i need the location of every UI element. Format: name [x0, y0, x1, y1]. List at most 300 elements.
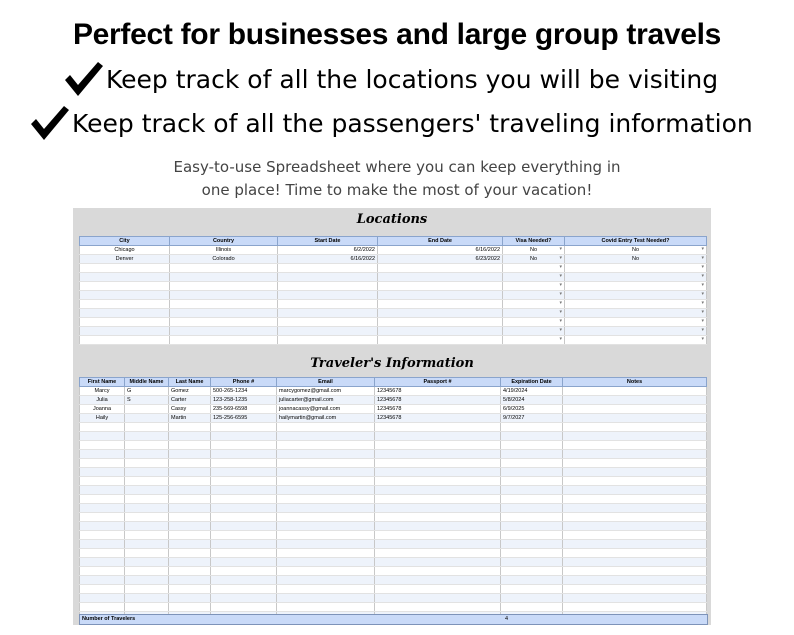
table-cell[interactable]	[563, 522, 707, 531]
visa-dropdown[interactable]	[503, 327, 565, 336]
covid-test-dropdown[interactable]	[565, 336, 707, 345]
table-cell[interactable]: juliacarter@gmail.com	[277, 396, 375, 405]
table-cell[interactable]: Colorado	[170, 255, 278, 264]
column-header[interactable]: Last Name	[169, 378, 211, 387]
table-cell[interactable]	[125, 522, 169, 531]
table-cell[interactable]	[170, 300, 278, 309]
table-cell[interactable]	[563, 594, 707, 603]
table-cell[interactable]	[169, 513, 211, 522]
table-cell[interactable]	[501, 441, 563, 450]
table-cell[interactable]	[378, 318, 503, 327]
table-cell[interactable]: 6/16/2022	[378, 246, 503, 255]
table-cell[interactable]	[277, 522, 375, 531]
table-cell[interactable]: Julia	[80, 396, 125, 405]
dropdown-arrow-icon[interactable]: ▾	[559, 318, 562, 324]
table-cell[interactable]	[125, 531, 169, 540]
table-cell[interactable]	[211, 558, 277, 567]
table-cell[interactable]	[125, 585, 169, 594]
table-cell[interactable]	[211, 468, 277, 477]
table-cell[interactable]	[278, 273, 378, 282]
table-cell[interactable]	[170, 327, 278, 336]
table-cell[interactable]	[277, 441, 375, 450]
dropdown-arrow-icon[interactable]: ▾	[701, 291, 704, 297]
table-cell[interactable]	[80, 264, 170, 273]
table-cell[interactable]	[125, 486, 169, 495]
table-cell[interactable]	[80, 291, 170, 300]
table-cell[interactable]	[277, 594, 375, 603]
table-cell[interactable]	[375, 585, 501, 594]
table-cell[interactable]	[278, 291, 378, 300]
table-cell[interactable]	[375, 468, 501, 477]
table-cell[interactable]	[125, 603, 169, 612]
table-cell[interactable]	[80, 576, 125, 585]
column-header[interactable]: End Date	[378, 237, 503, 246]
table-cell[interactable]	[563, 387, 707, 396]
column-header[interactable]: Notes	[563, 378, 707, 387]
table-cell[interactable]	[277, 576, 375, 585]
table-cell[interactable]	[169, 477, 211, 486]
table-cell[interactable]	[563, 576, 707, 585]
covid-test-dropdown[interactable]	[565, 291, 707, 300]
column-header[interactable]: City	[80, 237, 170, 246]
dropdown-arrow-icon[interactable]: ▾	[559, 291, 562, 297]
table-cell[interactable]	[277, 468, 375, 477]
table-cell[interactable]	[277, 459, 375, 468]
visa-dropdown[interactable]	[503, 300, 565, 309]
table-cell[interactable]	[169, 495, 211, 504]
table-cell[interactable]	[169, 423, 211, 432]
table-cell[interactable]: Haily	[80, 414, 125, 423]
visa-dropdown[interactable]	[503, 336, 565, 345]
table-cell[interactable]	[169, 558, 211, 567]
visa-dropdown[interactable]	[503, 273, 565, 282]
table-cell[interactable]	[277, 603, 375, 612]
table-cell[interactable]	[125, 594, 169, 603]
table-cell[interactable]	[563, 504, 707, 513]
table-cell[interactable]	[170, 282, 278, 291]
covid-test-dropdown[interactable]	[565, 318, 707, 327]
table-cell[interactable]	[563, 531, 707, 540]
table-cell[interactable]	[563, 459, 707, 468]
table-cell[interactable]	[501, 486, 563, 495]
table-cell[interactable]	[563, 558, 707, 567]
table-cell[interactable]	[375, 594, 501, 603]
table-cell[interactable]	[211, 495, 277, 504]
table-cell[interactable]	[375, 531, 501, 540]
table-cell[interactable]	[80, 300, 170, 309]
table-cell[interactable]: 5/8/2024	[501, 396, 563, 405]
table-cell[interactable]: 12345678	[375, 387, 501, 396]
table-cell[interactable]	[211, 531, 277, 540]
table-cell[interactable]	[169, 459, 211, 468]
dropdown-arrow-icon[interactable]: ▾	[701, 336, 704, 342]
table-cell[interactable]: Joanna	[80, 405, 125, 414]
table-cell[interactable]	[80, 594, 125, 603]
table-cell[interactable]	[80, 558, 125, 567]
table-cell[interactable]	[563, 549, 707, 558]
table-cell[interactable]	[378, 291, 503, 300]
table-cell[interactable]	[501, 558, 563, 567]
table-cell[interactable]	[501, 513, 563, 522]
table-cell[interactable]	[125, 576, 169, 585]
table-cell[interactable]	[80, 309, 170, 318]
table-cell[interactable]	[278, 264, 378, 273]
table-cell[interactable]	[80, 585, 125, 594]
table-cell[interactable]	[375, 441, 501, 450]
table-cell[interactable]: Carter	[169, 396, 211, 405]
table-cell[interactable]: 12345678	[375, 414, 501, 423]
table-cell[interactable]	[169, 594, 211, 603]
table-cell[interactable]	[563, 396, 707, 405]
dropdown-arrow-icon[interactable]: ▾	[559, 336, 562, 342]
table-cell[interactable]	[80, 468, 125, 477]
table-cell[interactable]	[277, 558, 375, 567]
table-cell[interactable]	[501, 576, 563, 585]
table-cell[interactable]: hailymartin@gmail.com	[277, 414, 375, 423]
table-cell[interactable]	[375, 477, 501, 486]
table-cell[interactable]	[501, 594, 563, 603]
table-cell[interactable]: marcygomez@gmail.com	[277, 387, 375, 396]
table-cell[interactable]	[169, 468, 211, 477]
dropdown-arrow-icon[interactable]: ▾	[701, 300, 704, 306]
table-cell[interactable]: 9/7/2027	[501, 414, 563, 423]
table-cell[interactable]: 12345678	[375, 396, 501, 405]
table-cell[interactable]	[170, 291, 278, 300]
dropdown-arrow-icon[interactable]: ▾	[559, 246, 562, 252]
table-cell[interactable]	[169, 576, 211, 585]
table-cell[interactable]: Cassy	[169, 405, 211, 414]
table-cell[interactable]	[378, 300, 503, 309]
visa-dropdown[interactable]	[503, 282, 565, 291]
dropdown-arrow-icon[interactable]: ▾	[701, 255, 704, 261]
visa-dropdown[interactable]	[503, 255, 565, 264]
table-cell[interactable]	[125, 450, 169, 459]
dropdown-arrow-icon[interactable]: ▾	[559, 300, 562, 306]
table-cell[interactable]	[375, 459, 501, 468]
covid-test-dropdown[interactable]	[565, 282, 707, 291]
table-cell[interactable]	[277, 504, 375, 513]
table-cell[interactable]	[211, 450, 277, 459]
covid-test-dropdown[interactable]	[565, 255, 707, 264]
table-cell[interactable]	[563, 432, 707, 441]
table-cell[interactable]	[125, 432, 169, 441]
table-cell[interactable]	[170, 264, 278, 273]
table-cell[interactable]	[80, 504, 125, 513]
dropdown-arrow-icon[interactable]: ▾	[701, 273, 704, 279]
visa-dropdown[interactable]	[503, 309, 565, 318]
table-cell[interactable]	[80, 567, 125, 576]
table-cell[interactable]	[277, 540, 375, 549]
dropdown-arrow-icon[interactable]: ▾	[559, 255, 562, 261]
table-cell[interactable]	[211, 513, 277, 522]
table-cell[interactable]	[169, 531, 211, 540]
table-cell[interactable]	[563, 405, 707, 414]
table-cell[interactable]	[211, 576, 277, 585]
table-cell[interactable]	[277, 585, 375, 594]
table-cell[interactable]	[277, 495, 375, 504]
table-cell[interactable]	[169, 432, 211, 441]
table-cell[interactable]	[80, 318, 170, 327]
visa-dropdown[interactable]	[503, 318, 565, 327]
table-cell[interactable]	[80, 441, 125, 450]
dropdown-arrow-icon[interactable]: ▾	[701, 246, 704, 252]
dropdown-arrow-icon[interactable]: ▾	[559, 264, 562, 270]
table-cell[interactable]	[501, 504, 563, 513]
table-cell[interactable]	[125, 558, 169, 567]
table-cell[interactable]	[80, 432, 125, 441]
table-cell[interactable]	[211, 603, 277, 612]
table-cell[interactable]	[375, 558, 501, 567]
covid-test-dropdown[interactable]	[565, 246, 707, 255]
table-cell[interactable]	[169, 522, 211, 531]
table-cell[interactable]	[277, 549, 375, 558]
table-cell[interactable]	[80, 540, 125, 549]
table-cell[interactable]	[125, 513, 169, 522]
table-cell[interactable]	[125, 441, 169, 450]
visa-dropdown[interactable]	[503, 291, 565, 300]
column-header[interactable]: Phone #	[211, 378, 277, 387]
table-cell[interactable]	[501, 468, 563, 477]
table-cell[interactable]	[378, 282, 503, 291]
table-cell[interactable]	[211, 522, 277, 531]
table-cell[interactable]	[278, 327, 378, 336]
table-cell[interactable]	[169, 504, 211, 513]
table-cell[interactable]	[501, 531, 563, 540]
table-cell[interactable]	[211, 432, 277, 441]
table-cell[interactable]	[80, 549, 125, 558]
table-cell[interactable]: G	[125, 387, 169, 396]
column-header[interactable]: First Name	[80, 378, 125, 387]
dropdown-arrow-icon[interactable]: ▾	[559, 282, 562, 288]
table-cell[interactable]	[563, 477, 707, 486]
table-cell[interactable]	[80, 450, 125, 459]
table-cell[interactable]	[211, 540, 277, 549]
covid-test-dropdown[interactable]	[565, 327, 707, 336]
table-cell[interactable]	[501, 540, 563, 549]
table-cell[interactable]	[375, 522, 501, 531]
table-cell[interactable]	[375, 603, 501, 612]
table-cell[interactable]	[80, 459, 125, 468]
table-cell[interactable]	[375, 540, 501, 549]
table-cell[interactable]	[563, 540, 707, 549]
table-cell[interactable]	[277, 432, 375, 441]
table-cell[interactable]	[563, 468, 707, 477]
dropdown-arrow-icon[interactable]: ▾	[701, 309, 704, 315]
table-cell[interactable]: 123-258-1235	[211, 396, 277, 405]
dropdown-arrow-icon[interactable]: ▾	[701, 327, 704, 333]
table-cell[interactable]	[125, 549, 169, 558]
column-header[interactable]: Visa Needed?	[503, 237, 565, 246]
dropdown-arrow-icon[interactable]: ▾	[701, 282, 704, 288]
table-cell[interactable]	[170, 309, 278, 318]
table-cell[interactable]	[211, 585, 277, 594]
table-cell[interactable]	[211, 477, 277, 486]
table-cell[interactable]	[169, 567, 211, 576]
table-cell[interactable]	[80, 495, 125, 504]
table-cell[interactable]	[278, 336, 378, 345]
table-cell[interactable]	[375, 567, 501, 576]
table-cell[interactable]	[80, 531, 125, 540]
table-cell[interactable]	[501, 585, 563, 594]
table-cell[interactable]	[378, 264, 503, 273]
table-cell[interactable]	[501, 423, 563, 432]
table-cell[interactable]	[501, 477, 563, 486]
table-cell[interactable]	[169, 603, 211, 612]
table-cell[interactable]	[501, 567, 563, 576]
table-cell[interactable]	[563, 414, 707, 423]
table-cell[interactable]: 6/2/2022	[278, 246, 378, 255]
table-cell[interactable]: joannacassy@gmail.com	[277, 405, 375, 414]
table-cell[interactable]	[169, 450, 211, 459]
table-cell[interactable]	[375, 549, 501, 558]
table-cell[interactable]	[211, 459, 277, 468]
table-cell[interactable]	[211, 486, 277, 495]
table-cell[interactable]	[501, 432, 563, 441]
table-cell[interactable]	[125, 405, 169, 414]
table-cell[interactable]: Martin	[169, 414, 211, 423]
table-cell[interactable]: 6/16/2022	[278, 255, 378, 264]
table-cell[interactable]: Gomez	[169, 387, 211, 396]
column-header[interactable]: Covid Entry Test Needed?	[565, 237, 707, 246]
table-cell[interactable]: 500-265-1234	[211, 387, 277, 396]
column-header[interactable]: Middle Name	[125, 378, 169, 387]
table-cell[interactable]	[278, 309, 378, 318]
column-header[interactable]: Email	[277, 378, 375, 387]
table-cell[interactable]	[501, 459, 563, 468]
covid-test-dropdown[interactable]	[565, 264, 707, 273]
table-cell[interactable]	[563, 450, 707, 459]
table-cell[interactable]	[563, 513, 707, 522]
table-cell[interactable]	[563, 495, 707, 504]
table-cell[interactable]	[80, 327, 170, 336]
table-cell[interactable]	[278, 300, 378, 309]
table-cell[interactable]	[375, 576, 501, 585]
table-cell[interactable]	[375, 450, 501, 459]
table-cell[interactable]	[125, 459, 169, 468]
table-cell[interactable]	[563, 585, 707, 594]
table-cell[interactable]	[80, 423, 125, 432]
visa-dropdown[interactable]	[503, 264, 565, 273]
table-cell[interactable]	[211, 594, 277, 603]
table-cell[interactable]: Illinois	[170, 246, 278, 255]
table-cell[interactable]	[125, 423, 169, 432]
dropdown-arrow-icon[interactable]: ▾	[701, 264, 704, 270]
table-cell[interactable]: Denver	[80, 255, 170, 264]
visa-dropdown[interactable]	[503, 246, 565, 255]
column-header[interactable]: Expiration Date	[501, 378, 563, 387]
table-cell[interactable]	[125, 504, 169, 513]
table-cell[interactable]	[278, 282, 378, 291]
table-cell[interactable]: 6/23/2022	[378, 255, 503, 264]
covid-test-dropdown[interactable]	[565, 300, 707, 309]
table-cell[interactable]	[277, 477, 375, 486]
table-cell[interactable]	[169, 540, 211, 549]
table-cell[interactable]	[277, 486, 375, 495]
table-cell[interactable]	[125, 495, 169, 504]
table-cell[interactable]	[278, 318, 378, 327]
table-cell[interactable]	[375, 495, 501, 504]
table-cell[interactable]: 4/19/2024	[501, 387, 563, 396]
table-cell[interactable]: 235-569-6598	[211, 405, 277, 414]
table-cell[interactable]	[80, 477, 125, 486]
table-cell[interactable]	[211, 549, 277, 558]
table-cell[interactable]	[501, 450, 563, 459]
table-cell[interactable]	[501, 549, 563, 558]
table-cell[interactable]: 12345678	[375, 405, 501, 414]
table-cell[interactable]	[501, 603, 563, 612]
table-cell[interactable]: Chicago	[80, 246, 170, 255]
table-cell[interactable]	[80, 273, 170, 282]
table-cell[interactable]	[501, 522, 563, 531]
table-cell[interactable]	[125, 414, 169, 423]
table-cell[interactable]	[277, 423, 375, 432]
column-header[interactable]: Passport #	[375, 378, 501, 387]
table-cell[interactable]	[80, 513, 125, 522]
table-cell[interactable]	[563, 423, 707, 432]
table-cell[interactable]	[170, 336, 278, 345]
table-cell[interactable]	[169, 486, 211, 495]
table-cell[interactable]	[563, 567, 707, 576]
column-header[interactable]: Country	[170, 237, 278, 246]
table-cell[interactable]	[169, 549, 211, 558]
table-cell[interactable]: Marcy	[80, 387, 125, 396]
table-cell[interactable]	[80, 603, 125, 612]
dropdown-arrow-icon[interactable]: ▾	[701, 318, 704, 324]
table-cell[interactable]	[563, 441, 707, 450]
table-cell[interactable]	[378, 273, 503, 282]
table-cell[interactable]	[125, 540, 169, 549]
table-cell[interactable]	[378, 327, 503, 336]
table-cell[interactable]: S	[125, 396, 169, 405]
dropdown-arrow-icon[interactable]: ▾	[559, 327, 562, 333]
table-cell[interactable]	[378, 309, 503, 318]
table-cell[interactable]	[169, 441, 211, 450]
table-cell[interactable]	[80, 486, 125, 495]
table-cell[interactable]	[375, 486, 501, 495]
dropdown-arrow-icon[interactable]: ▾	[559, 273, 562, 279]
table-cell[interactable]	[375, 423, 501, 432]
table-cell[interactable]	[211, 423, 277, 432]
table-cell[interactable]	[125, 468, 169, 477]
table-cell[interactable]	[211, 504, 277, 513]
covid-test-dropdown[interactable]	[565, 273, 707, 282]
covid-test-dropdown[interactable]	[565, 309, 707, 318]
table-cell[interactable]	[170, 273, 278, 282]
table-cell[interactable]	[277, 567, 375, 576]
table-cell[interactable]	[80, 336, 170, 345]
column-header[interactable]: Start Date	[278, 237, 378, 246]
table-cell[interactable]	[169, 585, 211, 594]
table-cell[interactable]	[501, 495, 563, 504]
table-cell[interactable]	[277, 513, 375, 522]
table-cell[interactable]	[277, 450, 375, 459]
table-cell[interactable]	[170, 318, 278, 327]
table-cell[interactable]	[375, 504, 501, 513]
table-cell[interactable]	[378, 336, 503, 345]
table-cell[interactable]	[375, 513, 501, 522]
dropdown-arrow-icon[interactable]: ▾	[559, 309, 562, 315]
table-cell[interactable]	[211, 441, 277, 450]
table-cell[interactable]	[375, 432, 501, 441]
table-cell[interactable]	[563, 603, 707, 612]
table-cell[interactable]: 6/9/2025	[501, 405, 563, 414]
table-cell[interactable]	[125, 567, 169, 576]
table-cell[interactable]	[277, 531, 375, 540]
table-cell[interactable]	[80, 522, 125, 531]
table-cell[interactable]	[211, 567, 277, 576]
table-cell[interactable]	[80, 282, 170, 291]
table-cell[interactable]: 125-256-6595	[211, 414, 277, 423]
